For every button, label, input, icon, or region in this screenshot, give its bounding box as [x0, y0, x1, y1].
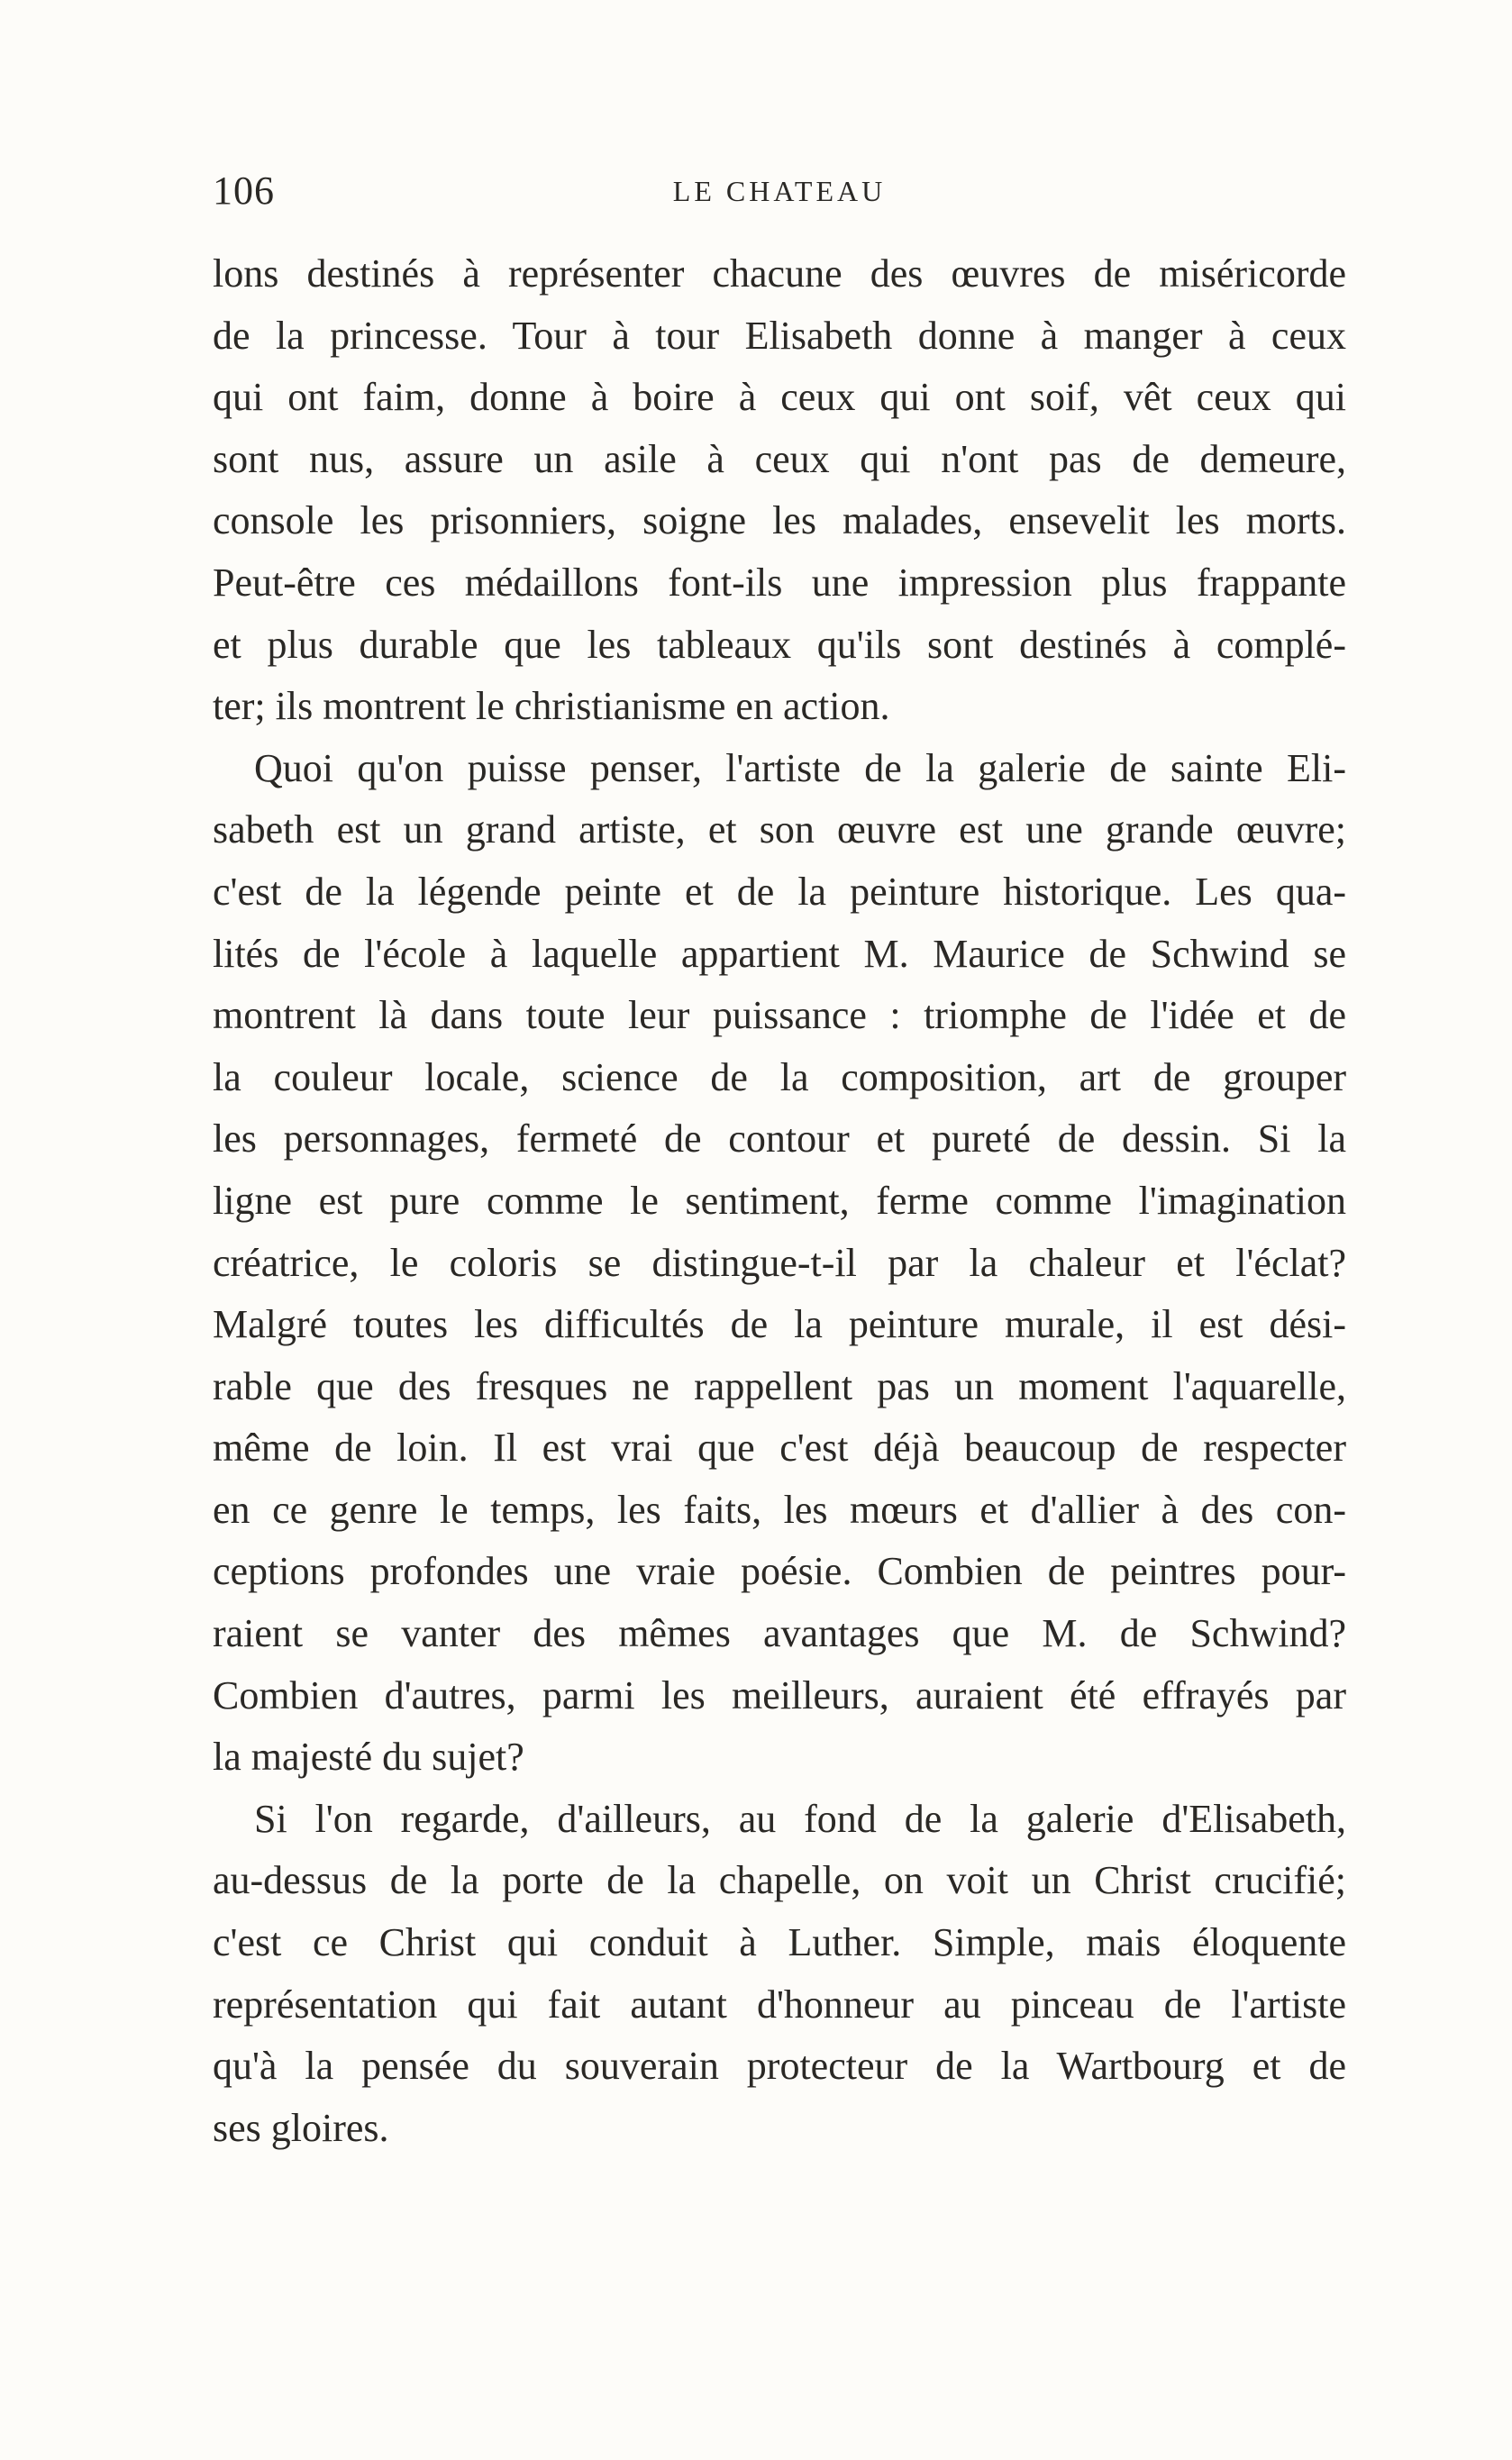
text-line: lons destinés à représenter chacune des œuvres de miséricorde — [213, 251, 1346, 296]
text-line: rable que des fresques ne rappellent pas un moment l'aquarelle, — [213, 1363, 1346, 1408]
text-line: lités de l'école à laquelle appartient M. Maurice de Schwind se — [213, 931, 1346, 976]
text-line: et plus durable que les tableaux qu'ils sont destinés à complé- — [213, 622, 1346, 667]
text-line: console les prisonniers, soigne les malades, ensevelit les morts. — [213, 498, 1346, 543]
text-line: montrent là dans toute leur puissance : triomphe de l'idée et de — [213, 993, 1346, 1038]
text-line: c'est de la légende peinte et de la peinture historique. Les qua- — [213, 869, 1346, 914]
text-line: qui ont faim, donne à boire à ceux qui ont soif, vêt ceux qui — [213, 375, 1346, 420]
paragraph-end-line: ter; ils montrent le christianisme en action. — [213, 684, 890, 729]
text-line: au-dessus de la porte de la chapelle, on voit un Christ crucifié; — [213, 1858, 1346, 1903]
text-line: qu'à la pensée du souverain protecteur de la Wartbourg et de — [213, 2044, 1346, 2089]
body-text — [213, 243, 1346, 2159]
text-line: créatrice, le coloris se distingue-t-il par la chaleur et l'éclat? — [213, 1240, 1346, 1285]
text-line: Combien d'autres, parmi les meilleurs, auraient été effrayés par — [213, 1672, 1346, 1717]
text-line: la couleur locale, science de la composition, art de grouper — [213, 1054, 1346, 1099]
text-line: en ce genre le temps, les faits, les mœurs et d'allier à des con- — [213, 1487, 1346, 1532]
text-line: représentation qui fait autant d'honneur au pinceau de l'artiste — [213, 1982, 1346, 2027]
paragraph-end-line: ses gloires. — [213, 2105, 389, 2150]
text-line: ligne est pure comme le sentiment, ferme comme l'imagination — [213, 1178, 1346, 1223]
paragraph-start-line: Si l'on regarde, d'ailleurs, au fond de la galerie d'Elisabeth, — [254, 1796, 1346, 1841]
running-title: LE CHATEAU — [672, 175, 887, 207]
page-number: 106 — [213, 169, 275, 213]
text-line: raient se vanter des mêmes avantages que M. de Schwind? — [213, 1611, 1346, 1656]
text-line: Peut-être ces médaillons font-ils une impression plus frappante — [213, 560, 1346, 605]
text-line: c'est ce Christ qui conduit à Luther. Simple, mais éloquente — [213, 1920, 1346, 1965]
running-head — [213, 164, 1346, 218]
text-line: ceptions profondes une vraie poésie. Combien de peintres pour- — [213, 1549, 1346, 1594]
text-line: sont nus, assure un asile à ceux qui n'ont pas de demeure, — [213, 436, 1346, 481]
text-line: sabeth est un grand artiste, et son œuvre est une grande œuvre; — [213, 807, 1346, 852]
paragraph-start-line: Quoi qu'on puisse penser, l'artiste de la galerie de sainte Eli- — [254, 745, 1346, 790]
text-line: les personnages, fermeté de contour et pureté de dessin. Si la — [213, 1116, 1346, 1162]
text-line: de la princesse. Tour à tour Elisabeth donne à manger à ceux — [213, 313, 1346, 358]
text-line: même de loin. Il est vrai que c'est déjà beaucoup de respecter — [213, 1426, 1346, 1471]
text-line: Malgré toutes les difficultés de la peinture murale, il est dési- — [213, 1302, 1346, 1347]
paragraph-end-line: la majesté du sujet? — [213, 1735, 524, 1780]
